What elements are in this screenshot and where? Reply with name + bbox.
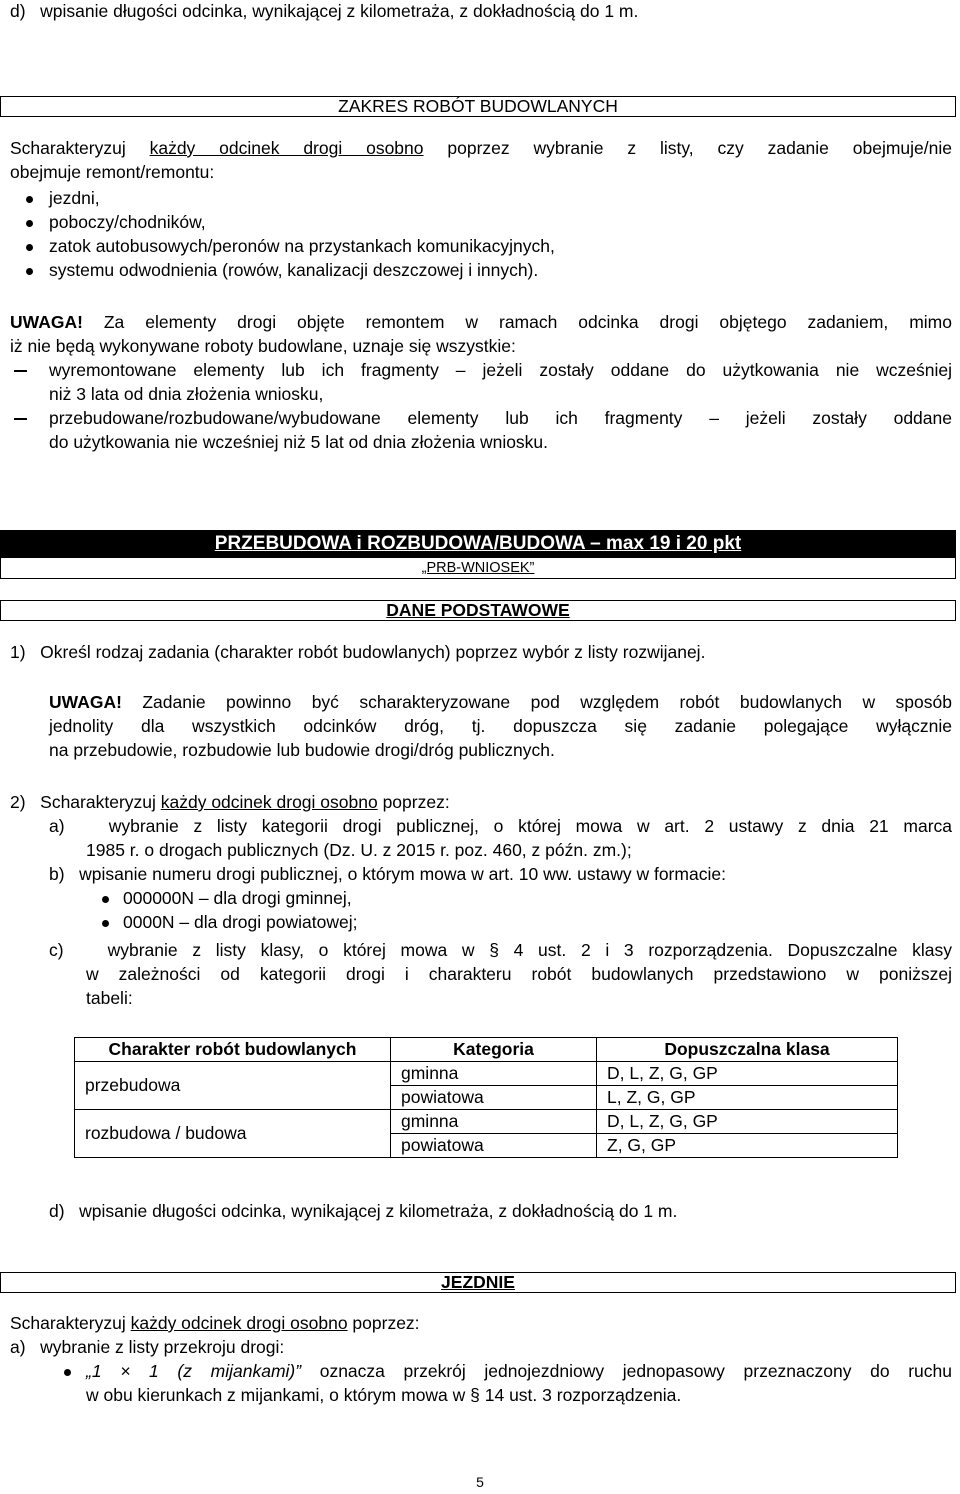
item-1: 1) Określ rodzaj zadania (charakter robót budowlanych) poprzez wybór z listy rozwijanej. xyxy=(10,642,706,662)
bar-title: PRZEBUDOWA i ROZBUDOWA/BUDOWA – max 19 i 20 pkt xyxy=(214,533,742,554)
bullet-icon xyxy=(26,244,33,251)
note2-line-2: jednolity dla wszystkich odcinków dróg, tj. dopuszcza się zadanie polegające wyłącznie xyxy=(49,716,952,736)
list-item: jezdni, xyxy=(49,188,100,208)
section-header-jezdnie xyxy=(0,1272,956,1293)
page-number: 5 xyxy=(476,1474,484,1490)
dash-item-2: przebudowane/rozbudowane/wybudowane elementy lub ich fragmenty – jeżeli zostały oddane xyxy=(49,408,952,428)
intro-text: Scharakteryzuj xyxy=(10,138,150,158)
section-title: ZAKRES ROBÓT BUDOWLANYCH xyxy=(338,96,618,116)
section-header-dane xyxy=(0,600,956,621)
item-2-text: 2) Scharakteryzuj xyxy=(10,792,161,812)
intro-text-post: poprzez: xyxy=(347,1313,420,1333)
bullet-text: oznacza przekrój jednojezdniowy jednopasowy przeznaczony do ruchu xyxy=(301,1361,952,1381)
table-row xyxy=(75,1062,898,1086)
note-line-1 xyxy=(10,310,952,334)
section-header-zakres xyxy=(0,96,956,117)
top-item-d: d) wpisanie długości odcinka, wynikającej z kilometraża, z dokładnością do 1 m. xyxy=(10,1,639,21)
bullet-icon xyxy=(102,920,109,927)
item-2c: c) wybranie z listy klasy, o której mowa w § 4 ust. 2 i 3 rozporządzenia. Dopuszczalne klasy xyxy=(49,940,952,960)
intro-text: Scharakteryzuj xyxy=(10,1313,131,1333)
list-item: systemu odwodnienia (rowów, kanalizacji deszczowej i innych). xyxy=(49,260,539,280)
table-cell-klasa: D, L, Z, G, GP xyxy=(597,1110,898,1134)
intro-underlined: każdy odcinek drogi osobno xyxy=(149,138,424,158)
intro-line-2: obejmuje remont/remontu: xyxy=(10,162,215,182)
dash-icon xyxy=(14,418,27,420)
item-2c-cont-2: tabeli: xyxy=(86,988,133,1008)
bullet-icon xyxy=(26,196,33,203)
jezdnie-title: JEZDNIE xyxy=(441,1272,515,1292)
jezdnie-item-a: a) wybranie z listy przekroju drogi: xyxy=(10,1337,285,1357)
note-label: UWAGA! xyxy=(49,692,122,712)
item-2c-cont: w zależności od kategorii drogi i charakteru robót budowlanych przedstawiono w poniższej xyxy=(86,964,952,984)
dash-item-1-cont: niż 3 lata od dnia złożenia wniosku, xyxy=(49,384,324,404)
table-cell-klasa: Z, G, GP xyxy=(597,1134,898,1158)
bullet-icon xyxy=(64,1369,71,1376)
item-2b: b) wpisanie numeru drogi publicznej, o którym mowa w art. 10 ww. ustawy w formacie: xyxy=(49,864,726,884)
note2-line-1 xyxy=(49,690,952,714)
table-cell-kategoria: powiatowa xyxy=(391,1086,597,1110)
jezdnie-bullet-cont: w obu kierunkach z mijankami, o którym mowa w § 14 ust. 3 rozporządzenia. xyxy=(86,1385,682,1405)
item-2-text-post: poprzez: xyxy=(377,792,450,812)
intro-line xyxy=(10,136,952,160)
dash-item-2-cont: do użytkowania nie wcześniej niż 5 lat od dnia złożenia wniosku. xyxy=(49,432,549,452)
note-line-2: iż nie będą wykonywane roboty budowlane, uznaje się wszystkie: xyxy=(10,336,516,356)
note-label: UWAGA! xyxy=(10,312,83,332)
jezdnie-bullet xyxy=(86,1359,952,1383)
table-header-row xyxy=(75,1038,898,1062)
list-item: poboczy/chodników, xyxy=(49,212,206,232)
table-cell-charakter: rozbudowa / budowa xyxy=(75,1110,391,1158)
bullet-italic: „1 × 1 (z mijankami)” xyxy=(86,1361,302,1381)
section-subbar xyxy=(0,558,956,579)
bullet-icon xyxy=(102,896,109,903)
bullet-icon xyxy=(26,268,33,275)
table-header: Dopuszczalna klasa xyxy=(597,1038,898,1062)
note2-line-3: na przebudowie, rozbudowie lub budowie drogi/dróg publicznych. xyxy=(49,740,555,760)
item-2 xyxy=(10,790,450,814)
table-header: Charakter robót budowlanych xyxy=(75,1038,391,1062)
item-2-underlined: każdy odcinek drogi osobno xyxy=(160,792,378,812)
table-header: Kategoria xyxy=(391,1038,597,1062)
table-cell-kategoria: gminna xyxy=(391,1062,597,1086)
note-text: Zadanie powinno być scharakteryzowane pod względem robót budowlanych w sposób xyxy=(121,692,952,712)
item-2a: a) wybranie z listy kategorii drogi publicznej, o której mowa w art. 2 ustawy z dnia 21 marca xyxy=(49,816,952,836)
table-cell-charakter: przebudowa xyxy=(75,1062,391,1110)
item-2d: d) wpisanie długości odcinka, wynikającej z kilometraża, z dokładnością do 1 m. xyxy=(49,1201,678,1221)
table-cell-klasa: D, L, Z, G, GP xyxy=(597,1062,898,1086)
note-text: Za elementy drogi objęte remontem w ramach odcinka drogi objętego zadaniem, mimo xyxy=(82,312,952,332)
jezdnie-intro xyxy=(10,1311,420,1335)
dane-title: DANE PODSTAWOWE xyxy=(386,600,570,620)
dash-item-1: wyremontowane elementy lub ich fragmenty – jeżeli zostały oddane do użytkowania nie wcześniej xyxy=(49,360,952,380)
table-cell-kategoria: gminna xyxy=(391,1110,597,1134)
dash-icon xyxy=(14,370,27,372)
table-cell-kategoria: powiatowa xyxy=(391,1134,597,1158)
list-item: 000000N – dla drogi gminnej, xyxy=(123,888,352,908)
table-row xyxy=(75,1110,898,1134)
section-bar-przebudowa xyxy=(0,530,956,558)
table-cell-klasa: L, Z, G, GP xyxy=(597,1086,898,1110)
class-table xyxy=(74,1037,898,1158)
list-item: 0000N – dla drogi powiatowej; xyxy=(123,912,358,932)
bar-subtitle: „PRB-WNIOSEK” xyxy=(421,560,535,576)
list-item: zatok autobusowych/peronów na przystankach komunikacyjnych, xyxy=(49,236,555,256)
intro-text-post: poprzez wybranie z listy, czy zadanie obejmuje/nie xyxy=(423,138,952,158)
intro-underlined: każdy odcinek drogi osobno xyxy=(130,1313,348,1333)
item-2a-cont: 1985 r. o drogach publicznych (Dz. U. z 2015 r. poz. 460, z późn. zm.); xyxy=(86,840,632,860)
bullet-icon xyxy=(26,220,33,227)
